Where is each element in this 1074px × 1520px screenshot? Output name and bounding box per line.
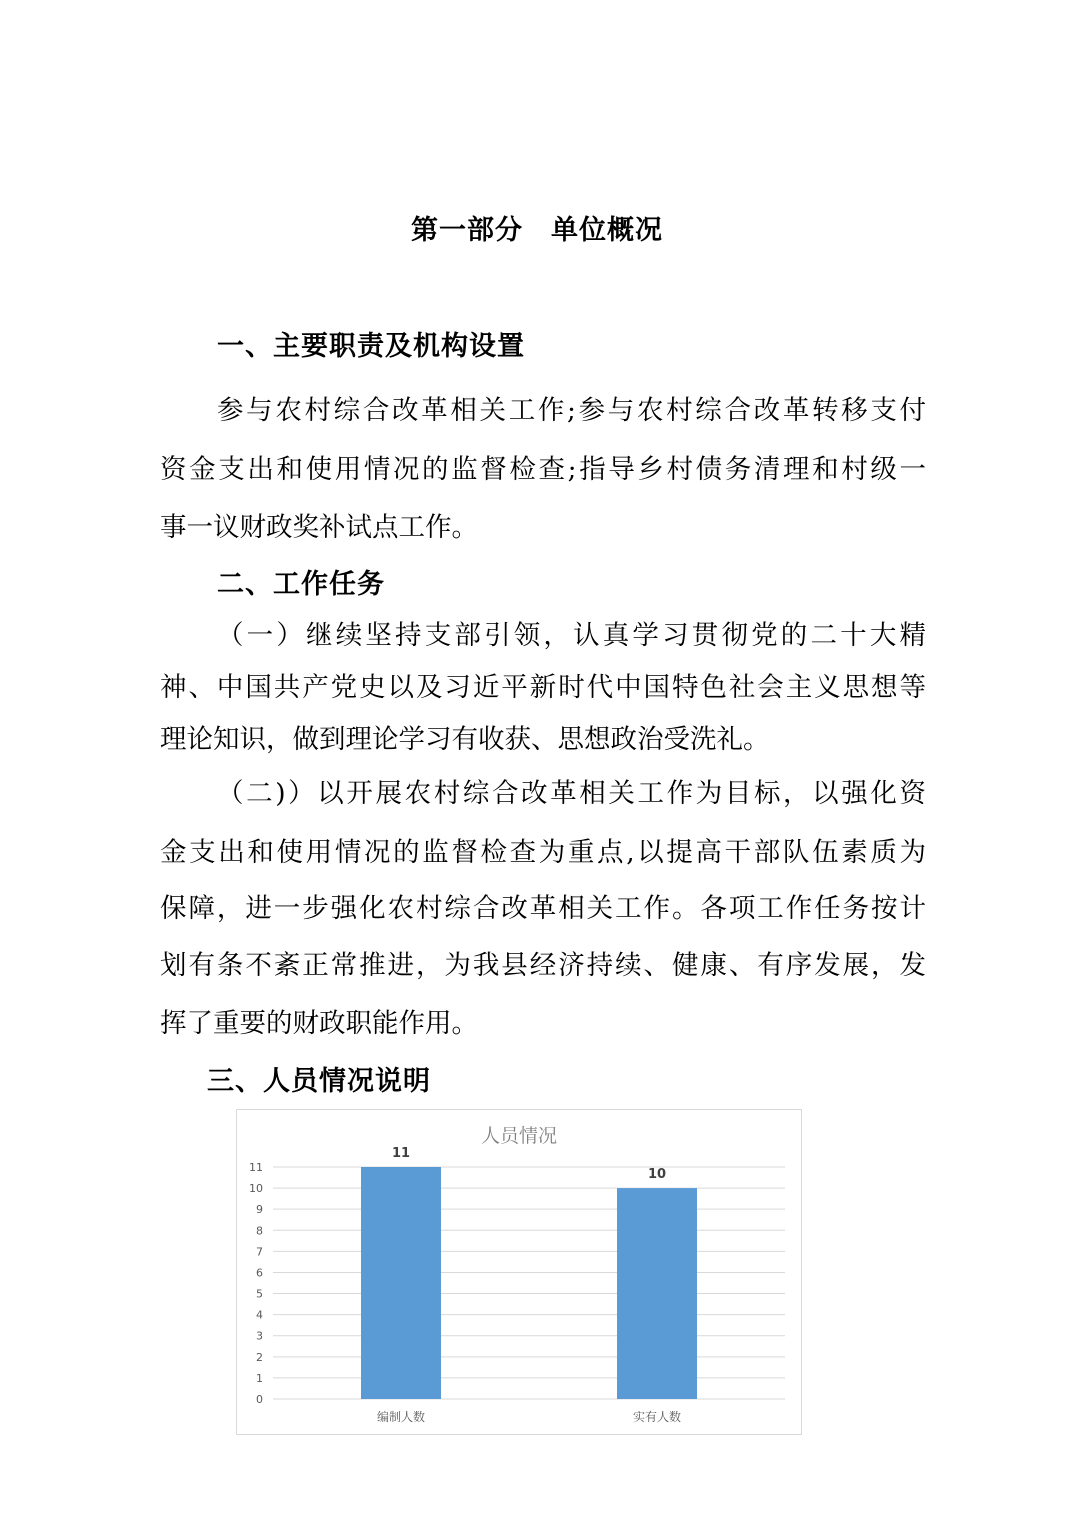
y-tick-label: 5	[256, 1287, 263, 1301]
bar-1	[361, 1167, 441, 1399]
y-tick-label: 1	[256, 1371, 263, 1385]
y-tick-label: 11	[249, 1161, 263, 1174]
task2-line-5: 挥了重要的财政职能作用。	[160, 1008, 478, 1039]
y-tick-label: 6	[256, 1266, 263, 1280]
task1-line-3: 理论知识，做到理论学习有收获、思想政治受洗礼。	[160, 724, 770, 755]
task1-line-2: 神、中国共产党史以及习近平新时代中国特色社会主义思想等	[160, 672, 926, 703]
y-tick-label: 2	[256, 1350, 263, 1364]
x-axis-categories	[377, 1409, 681, 1424]
y-tick-label: 8	[256, 1224, 263, 1238]
y-tick-label: 9	[256, 1203, 263, 1217]
section-heading-staff: 三、人员情况说明	[207, 1066, 431, 1097]
chart-title: 人员情况	[480, 1125, 558, 1147]
x-category-label: 实有人数	[632, 1410, 682, 1424]
chart-canvas	[237, 1110, 801, 1434]
bar-2	[617, 1188, 697, 1399]
y-tick-label: 4	[256, 1308, 263, 1322]
chart-gridlines	[273, 1167, 785, 1399]
task2-line-1: （二)）以开展农村综合改革相关工作为目标，以强化资	[217, 778, 926, 809]
task2-line-4: 划有条不紊正常推进，为我县经济持续、健康、有序发展，发	[160, 950, 926, 981]
staff-bar-chart	[236, 1109, 802, 1435]
y-tick-label: 0	[256, 1393, 263, 1406]
bar-data-label: 10	[647, 1167, 667, 1183]
duties-line-1: 参与农村综合改革相关工作;参与农村综合改革转移支付	[217, 395, 926, 426]
duties-line-2: 资金支出和使用情况的监督检查;指导乡村债务清理和村级一	[160, 454, 926, 485]
y-tick-label: 10	[249, 1182, 263, 1196]
y-tick-label: 3	[256, 1329, 263, 1343]
y-axis-ticks	[249, 1161, 263, 1406]
page-title: 第一部分 单位概况	[411, 215, 663, 246]
task2-line-3: 保障，进一步强化农村综合改革相关工作。各项工作任务按计	[160, 893, 926, 924]
y-tick-label: 7	[256, 1245, 263, 1259]
section-heading-tasks: 二、工作任务	[217, 569, 385, 600]
task2-line-2: 金支出和使用情况的监督检查为重点,以提高干部队伍素质为	[160, 837, 926, 868]
bar-data-label: 11	[391, 1146, 411, 1161]
duties-line-3: 事一议财政奖补试点工作。	[160, 512, 478, 543]
x-category-label: 编制人数	[376, 1410, 426, 1424]
task1-line-1: （一）继续坚持支部引领，认真学习贯彻党的二十大精	[217, 620, 926, 651]
section-heading-duties: 一、主要职责及机构设置	[217, 331, 525, 362]
